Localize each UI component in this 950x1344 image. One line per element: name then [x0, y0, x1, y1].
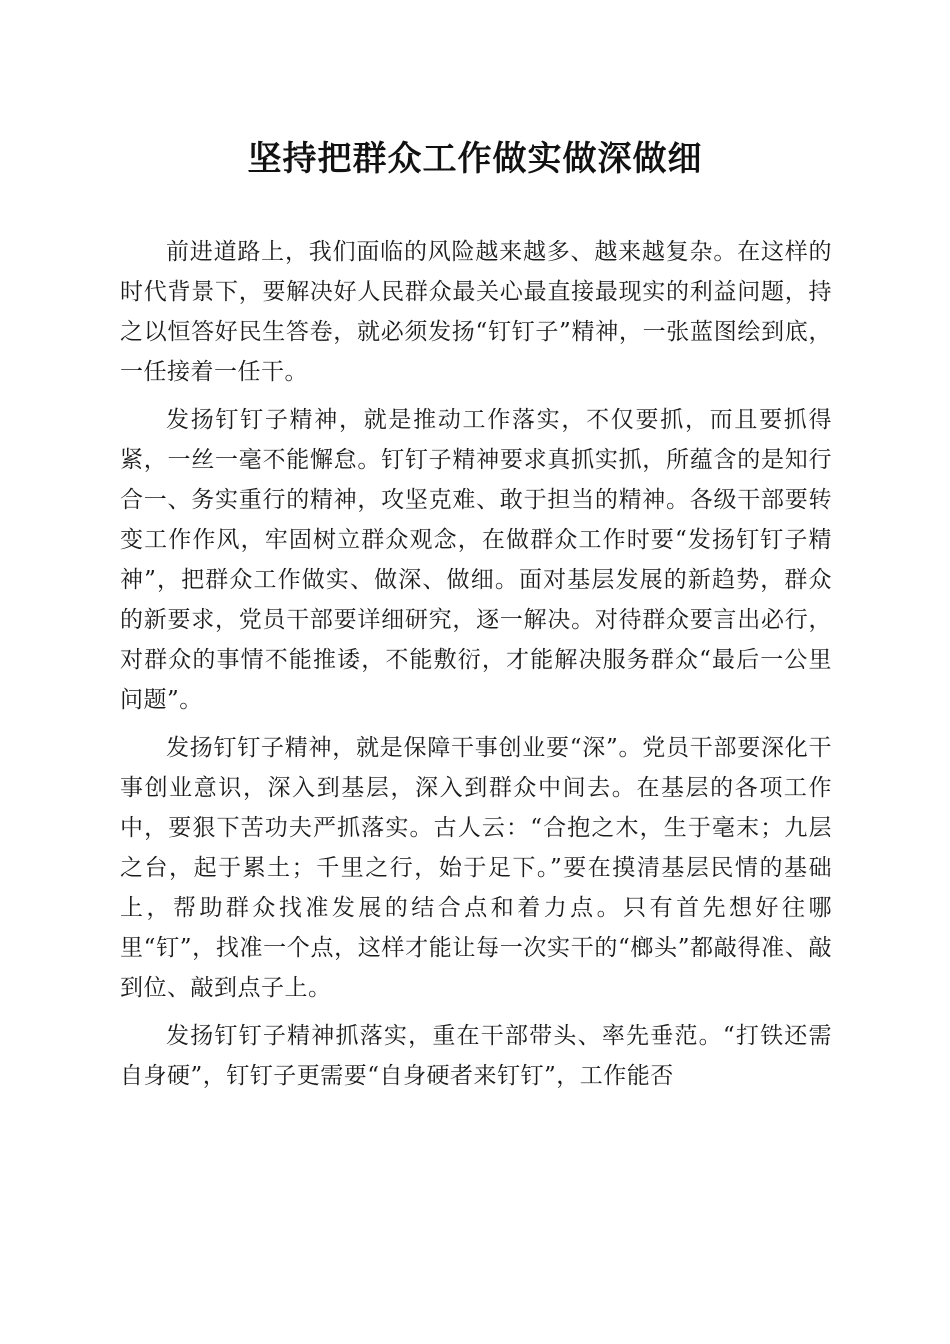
paragraph-1: 前进道路上，我们面临的风险越来越多、越来越复杂。在这样的时代背景下，要解决好人民群众最关心最直接最现实的利益问题，持之以恒答好民生答卷，就必须发扬“钉钉子”精神，一张蓝图绘到底，一任接着一任干。 [120, 239, 832, 385]
paragraph-2: 发扬钉钉子精神，就是推动工作落实，不仅要抓，而且要抓得紧，一丝一毫不能懈怠。钉钉子精神要求真抓实抓，所蕴含的是知行合一、务实重行的精神，攻坚克难、敢于担当的精神。各级干部要转变工作作风，牢固树立群众观念，在做群众工作时要“发扬钉钉子精神”，把群众工作做实、做深、做细。面对基层发展的新趋势，群众的新要求，党员干部要详细研究，逐一解决。对待群众要言出必行，对群众的事情不能推诿，不能敷衍，才能解决服务群众“最后一公里问题”。 [120, 407, 832, 713]
document-body [120, 232, 832, 1104]
document-title: 坚持把群众工作做实做深做细 [247, 139, 703, 179]
paragraph-3: 发扬钉钉子精神，就是保障干事创业要“深”。党员干部要深化干事创业意识，深入到基层，深入到群众中间去。在基层的各项工作中，要狠下苦功夫严抓落实。古人云：“合抱之木，生于毫末；九层之台，起于累土；千里之行，始于足下。”要在摸清基层民情的基础上，帮助群众找准发展的结合点和着力点。只有首先想好往哪里“钉”，找准一个点，这样才能让每一次实干的“榔头”都敲得准、敲到位、敲到点子上。 [120, 735, 832, 1001]
paragraph-4: 发扬钉钉子精神抓落实，重在干部带头、率先垂范。“打铁还需自身硬”，钉钉子更需要“自身硬者来钉钉”，工作能否 [120, 1023, 832, 1089]
